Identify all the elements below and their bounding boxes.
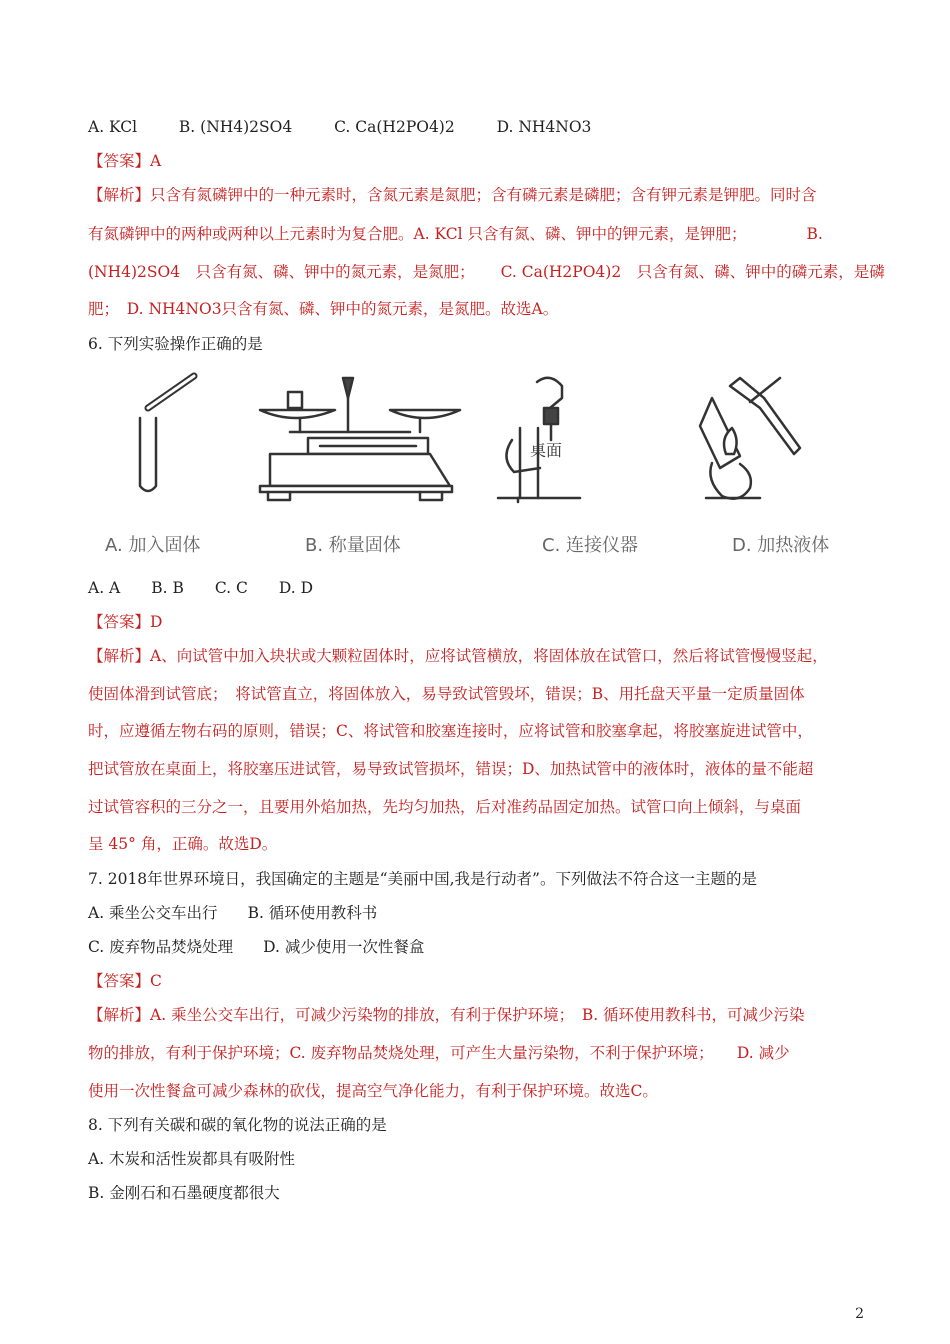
q7-options-row-1 — [88, 903, 377, 923]
q6-figure — [100, 368, 860, 568]
q6-analysis-line-1 — [88, 646, 828, 666]
analysis-text: (NH4)2SO4 只含有氮、磷、钾中的氮元素，是氮肥； — [88, 263, 475, 281]
q7-option-c: C. 废弃物品焚烧处理 — [88, 938, 234, 956]
q5-analysis-line-3 — [88, 262, 885, 282]
q6-answer — [88, 612, 162, 632]
q7-option-a: A. 乘坐公交车出行 — [88, 904, 218, 922]
q5-answer — [88, 151, 161, 171]
q7-options-row-2 — [88, 937, 424, 957]
q6-analysis-line-4: 把试管放在桌面上，将胶塞压进试管，易导致试管损坏，错误；D、加热试管中的液体时，液体的量不能超 — [88, 760, 814, 778]
q5-option-d: D. NH4NO3 — [496, 118, 592, 136]
answer-tag: 【答案】 — [88, 152, 151, 170]
analysis-tag: 【解析】 — [88, 186, 151, 204]
analysis-text: B. — [806, 225, 823, 243]
analysis-text: 肥； D. NH4NO3只含有氮、磷、钾中的氮元素，是氮肥。故选A。 — [88, 300, 559, 318]
q8-stem: 8. 下列有关碳和碳的氧化物的说法正确的是 — [88, 1116, 387, 1134]
analysis-tag: 【解析】 — [88, 647, 151, 665]
q5-option-b: B. (NH4)2SO4 — [178, 118, 293, 136]
q7-analysis-line-2: 物的排放，有利于保护环境；C. 废弃物品焚烧处理，可产生大量污染物，不利于保护环境； D. 减少 — [88, 1044, 790, 1062]
lab-operations-illustration — [100, 368, 860, 568]
analysis-text: A、向试管中加入块状或大颗粒固体时，应将试管横放，将固体放在试管口，然后将试管慢慢竖起， — [150, 647, 828, 665]
analysis-tag: 【解析】 — [88, 1006, 151, 1024]
q8-option-a: A. 木炭和活性炭都具有吸附性 — [88, 1150, 296, 1168]
q5-analysis-line-1 — [88, 185, 817, 205]
analysis-text: C. Ca(H2PO4)2 只含有氮、磷、钾中的磷元素，是磷 — [500, 263, 885, 281]
q5-analysis-line-2 — [88, 224, 823, 244]
page-number: 2 — [855, 1306, 864, 1322]
answer-tag: 【答案】 — [88, 972, 151, 990]
q6-analysis-line-3: 时，应遵循左物右码的原则，错误；C、将试管和胶塞连接时，应将试管和胶塞拿起，将胶塞旋进试管中， — [88, 722, 813, 740]
q7-analysis-line-1 — [88, 1005, 805, 1025]
analysis-text: 有氮磷钾中的两种或两种以上元素时为复合肥。A. KCl 只含有氮、磷、钾中的钾元素，是钾肥； — [88, 225, 747, 243]
analysis-text: 只含有氮磷钾中的一种元素时，含氮元素是氮肥；含有磷元素是磷肥；含有钾元素是钾肥。同时含 — [150, 186, 817, 204]
q6-options: A. A B. B C. C D. D — [88, 579, 314, 597]
answer-tag: 【答案】 — [88, 613, 151, 631]
q7-analysis-line-3: 使用一次性餐盒可减少森林的砍伐，提高空气净化能力，有利于保护环境。故选C。 — [88, 1082, 658, 1100]
caption-b: B. 称量固体 — [305, 535, 401, 556]
caption-d: D. 加热液体 — [732, 535, 830, 556]
answer-value: D — [150, 613, 163, 631]
q6-analysis-line-2: 使固体滑到试管底； 将试管直立，将固体放入，易导致试管毁坏，错误；B、用托盘天平量一定质量固体 — [88, 685, 805, 703]
q6-analysis-line-5: 过试管容积的三分之一，且要用外焰加热，先均匀加热，后对准药品固定加热。试管口向上倾斜，与桌面 — [88, 798, 802, 816]
test-tube-icon — [140, 418, 156, 491]
q5-analysis-line-4 — [88, 299, 558, 319]
caption-a: A. 加入固体 — [105, 535, 201, 556]
q8-option-b: B. 金刚石和石墨硬度都很大 — [88, 1184, 280, 1202]
q7-option-b: B. 循环使用教科书 — [247, 904, 378, 922]
q6-stem: 6. 下列实验操作正确的是 — [88, 335, 263, 353]
analysis-text: A. 乘坐公交车出行，可减少污染物的排放，有利于保护环境； B. 循环使用教科书，可减少污染 — [150, 1006, 805, 1024]
desk-label: 桌面 — [530, 441, 563, 460]
q5-options — [88, 117, 591, 137]
q7-option-d: D. 减少使用一次性餐盒 — [263, 938, 425, 956]
q5-option-c: C. Ca(H2PO4)2 — [334, 118, 455, 136]
answer-value: A — [150, 152, 162, 170]
q7-stem: 7. 2018年世界环境日，我国确定的主题是“美丽中国,我是行动者”。下列做法不符合这一主题的是 — [88, 870, 757, 888]
q7-answer — [88, 971, 162, 991]
q6-analysis-line-6: 呈 45° 角，正确。故选D。 — [88, 835, 278, 853]
q5-option-a: A. KCl — [88, 118, 138, 136]
answer-value: C — [150, 972, 162, 990]
caption-c: C. 连接仪器 — [542, 535, 639, 556]
